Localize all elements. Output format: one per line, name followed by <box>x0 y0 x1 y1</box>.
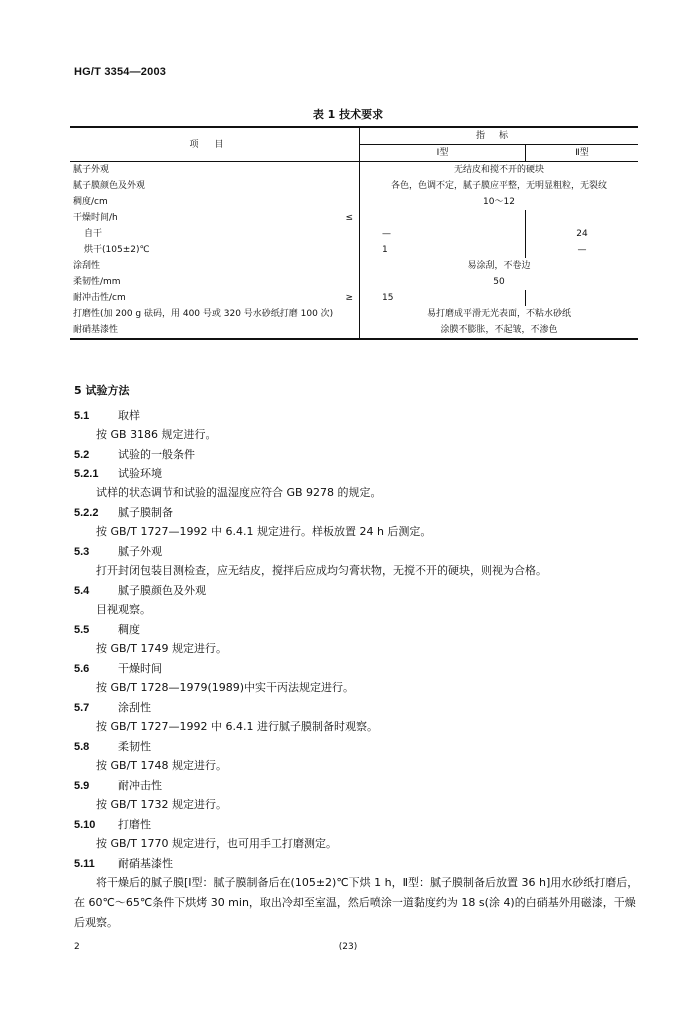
section-heading: 耐硝基漆性 <box>118 857 173 870</box>
section-body: 按 GB/T 1749 规定进行。 <box>96 642 227 655</box>
row-value-type1: 1 <box>360 242 526 258</box>
section-body: 按 GB/T 1748 规定进行。 <box>96 759 227 772</box>
section-heading: 腻子膜颜色及外观 <box>118 584 206 597</box>
greater-equal-symbol: ≥ <box>345 293 353 303</box>
section-number: 5.6 <box>74 663 90 675</box>
section-body: 按 GB/T 1727—1992 中 6.4.1 进行腻子膜制备时观察。 <box>96 720 378 733</box>
row-value-type1 <box>360 210 526 226</box>
section-number: 5.2 <box>74 449 90 461</box>
technical-requirements-table <box>70 126 638 340</box>
table-row <box>70 194 638 210</box>
section-heading: 试验的一般条件 <box>118 448 195 461</box>
row-label: 柔韧性/mm <box>70 274 360 290</box>
row-value-type2 <box>526 290 639 306</box>
section-number: 5.2.1 <box>74 468 99 480</box>
section-body: 试样的状态调节和试验的温湿度应符合 GB 9278 的规定。 <box>96 486 382 499</box>
table-row <box>70 258 638 274</box>
row-label-text: 耐冲击性/cm <box>73 293 126 303</box>
row-label: 腻子膜颜色及外观 <box>70 178 360 194</box>
row-value-type1: 15 <box>360 290 526 306</box>
table-row <box>70 322 638 339</box>
section-5-1 <box>74 406 646 445</box>
section-5-11 <box>74 854 646 933</box>
section-number: 5.5 <box>74 624 90 636</box>
section-5-2-1 <box>74 464 646 503</box>
section-5-6 <box>74 659 646 698</box>
table-row <box>70 242 638 258</box>
section-5-7 <box>74 698 646 737</box>
test-methods <box>74 406 646 933</box>
header-type-2: Ⅱ型 <box>526 145 639 162</box>
section-number: 5.9 <box>74 780 90 792</box>
section-5-3 <box>74 542 646 581</box>
section-5-9 <box>74 776 646 815</box>
row-value: 10～12 <box>483 197 515 207</box>
row-value-type1: — <box>360 226 526 242</box>
section-title: 5 试验方法 <box>74 384 130 397</box>
table-row <box>70 178 638 194</box>
section-5-5 <box>74 620 646 659</box>
section-number: 5.8 <box>74 741 90 753</box>
table-title: 表 1 技术要求 <box>312 108 384 121</box>
section-heading: 耐冲击性 <box>118 779 162 792</box>
section-body: 按 GB/T 1770 规定进行，也可用手工打磨测定。 <box>96 837 337 850</box>
row-label: 烘干(105±2)℃ <box>70 242 360 258</box>
section-5-2-2 <box>74 503 646 542</box>
section-number: 5.4 <box>74 585 90 597</box>
section-heading: 腻子膜制备 <box>118 506 173 519</box>
section-body: 按 GB 3186 规定进行。 <box>96 428 217 441</box>
sequence-number: (23) <box>338 942 358 952</box>
section-5-10 <box>74 815 646 854</box>
section-5-2 <box>74 445 646 464</box>
section-number: 5.1 <box>74 410 90 422</box>
row-value-type2: — <box>577 245 587 255</box>
document-code: HG/T 3354—2003 <box>74 66 167 78</box>
section-body: 按 GB/T 1732 规定进行。 <box>96 798 227 811</box>
row-label: 打磨性(加 200 g 砝码，用 400 号或 320 号水砂纸打磨 100 次) <box>70 306 360 322</box>
row-value: 各色，色调不定，腻子膜应平整，无明显粗粒，无裂纹 <box>390 181 607 191</box>
row-value: 50 <box>493 277 505 287</box>
row-label-text: 干燥时间/h <box>73 213 118 223</box>
section-number: 5.10 <box>74 819 96 831</box>
page-number: 2 <box>74 942 80 952</box>
row-label: 涂刮性 <box>70 258 360 274</box>
table-row <box>70 306 638 322</box>
section-number: 5.11 <box>74 858 95 870</box>
header-type-1: Ⅰ型 <box>360 145 526 162</box>
row-label <box>70 290 360 306</box>
section-body: 目视观察。 <box>96 603 151 616</box>
section-body: 按 GB/T 1727—1992 中 6.4.1 规定进行。样板放置 24 h 后测定。 <box>96 525 432 538</box>
row-label: 自干 <box>70 226 360 242</box>
section-body: 按 GB/T 1728—1979(1989)中实干丙法规定进行。 <box>96 681 355 694</box>
row-value-type2 <box>526 210 639 226</box>
header-index: 指标 <box>360 127 639 145</box>
section-number: 5.7 <box>74 702 90 714</box>
section-number: 5.3 <box>74 546 90 558</box>
section-heading: 打磨性 <box>118 818 151 831</box>
section-number: 5.2.2 <box>74 507 99 519</box>
section-body: 打开封闭包装目测检查，应无结皮，搅拌后应成均匀膏状物，无搅不开的硬块，则视为合格。 <box>96 564 547 577</box>
section-heading: 稠度 <box>118 623 140 636</box>
header-item: 项目 <box>70 127 360 162</box>
section-heading: 柔韧性 <box>118 740 151 753</box>
section-5-4 <box>74 581 646 620</box>
section-5-8 <box>74 737 646 776</box>
table-row <box>70 274 638 290</box>
table-row <box>70 290 638 306</box>
section-heading: 试验环境 <box>118 467 162 480</box>
row-label: 腻子外观 <box>70 162 360 179</box>
section-heading: 涂刮性 <box>118 701 151 714</box>
less-equal-symbol: ≤ <box>345 213 353 223</box>
section-heading: 干燥时间 <box>118 662 162 675</box>
table-row <box>70 210 638 226</box>
row-value: 易涂刮，不卷边 <box>467 261 531 271</box>
row-value: 涂膜不膨胀，不起皱，不渗色 <box>440 325 558 335</box>
row-label <box>70 210 360 226</box>
row-value: 无结皮和搅不开的硬块 <box>453 165 544 175</box>
table-row <box>70 226 638 242</box>
table-header-row-1 <box>70 127 638 145</box>
row-label: 耐硝基漆性 <box>70 322 360 339</box>
row-value: 易打磨成平滑无光表面，不粘水砂纸 <box>426 309 571 319</box>
table-row <box>70 162 638 179</box>
row-label: 稠度/cm <box>70 194 360 210</box>
section-body: 将干燥后的腻子膜[Ⅰ型：腻子膜制备后在(105±2)℃下烘 1 h，Ⅱ型：腻子膜制备后放置 36 h]用水砂纸打磨后，在 60℃～65℃条件下烘烤 30 min，取出冷却至室温，然后喷涂一道黏度约为 18 s(涂 4)的白硝基外用磁漆，干燥后观察。 <box>74 876 639 929</box>
section-heading: 取样 <box>118 409 140 422</box>
row-value-type2: 24 <box>576 229 588 239</box>
section-heading: 腻子外观 <box>118 545 162 558</box>
